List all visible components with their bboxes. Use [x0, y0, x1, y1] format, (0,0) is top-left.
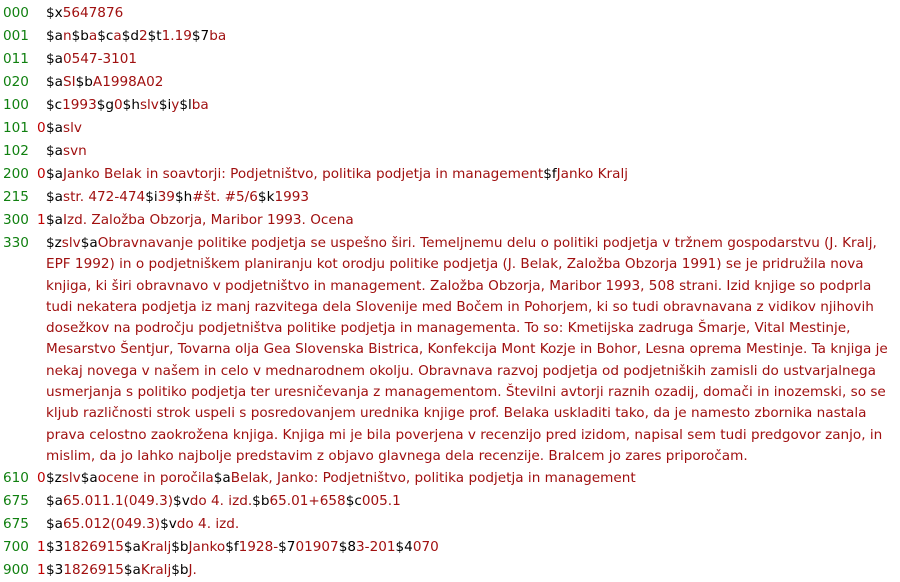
subfield-code: $a — [46, 189, 63, 205]
field-row-200 — [0, 163, 900, 186]
subfield-code: $4 — [395, 539, 413, 556]
field-content — [46, 467, 900, 490]
field-content — [46, 25, 900, 48]
field-indicator: 1 — [37, 539, 46, 556]
subfield-value: 65.012(049.3) — [62, 516, 161, 533]
field-row-215 — [0, 186, 900, 209]
subfield-code: $7 — [278, 539, 296, 556]
subfield-value: ba — [209, 28, 227, 44]
field-tag: 011 — [3, 51, 29, 67]
field-indicator: 0 — [37, 120, 46, 136]
subfield-value: 1928- — [238, 539, 279, 556]
field-tag: 675 — [3, 493, 29, 510]
subfield-code: $a — [123, 539, 141, 556]
subfield-code: $z — [46, 470, 62, 487]
subfield-code: $k — [257, 189, 275, 205]
subfield-code: $a — [213, 470, 231, 487]
subfield-code: $h — [122, 97, 140, 113]
subfield-code: $3 — [46, 562, 64, 579]
field-row-300 — [0, 209, 900, 232]
field-row-675 — [0, 513, 900, 536]
field-indicator: 1 — [37, 562, 46, 579]
subfield-code: $a — [46, 51, 63, 67]
field-row-102 — [0, 140, 900, 163]
field-row-100 — [0, 94, 900, 117]
field-indicator: 0 — [37, 470, 46, 487]
field-tag: 700 — [3, 539, 29, 556]
subfield-code: $h — [174, 189, 193, 205]
subfield-code: $b — [252, 493, 270, 510]
subfield-value: 1993 — [274, 189, 310, 205]
field-tag: 001 — [3, 28, 29, 44]
subfield-code: $b — [171, 562, 189, 579]
field-content — [46, 71, 900, 94]
field-content — [46, 186, 900, 209]
field-row-610 — [0, 467, 900, 490]
field-row-020 — [0, 71, 900, 94]
field-content — [46, 2, 900, 25]
subfield-code: $7 — [191, 28, 210, 44]
subfield-value: J. — [188, 562, 197, 579]
subfield-code: $d — [121, 28, 139, 44]
subfield-code: $v — [160, 516, 177, 533]
subfield-code: $3 — [46, 539, 64, 556]
subfield-value: 1993 — [62, 97, 97, 113]
field-tag: 900 — [3, 562, 29, 579]
subfield-code: $l — [179, 97, 192, 113]
subfield-code: $f — [543, 166, 557, 182]
subfield-value: slv — [61, 470, 81, 487]
field-tag: 215 — [3, 189, 29, 205]
field-row-700 — [0, 536, 900, 559]
subfield-code: $a — [46, 493, 63, 510]
subfield-value: Janko — [188, 539, 226, 556]
field-row-011 — [0, 48, 900, 71]
subfield-value: a — [113, 28, 122, 44]
subfield-value: do 4. izd. — [176, 516, 240, 533]
subfield-code: $a — [46, 212, 63, 228]
subfield-value: SI — [62, 74, 76, 90]
subfield-value: Janko Kralj — [556, 166, 629, 182]
subfield-value: 1826915 — [63, 539, 124, 556]
subfield-code: $a — [123, 562, 141, 579]
subfield-value: Kralj — [140, 539, 172, 556]
subfield-code: $v — [173, 493, 190, 510]
subfield-code: $a — [80, 235, 98, 251]
subfield-code: $a — [46, 74, 63, 90]
field-row-675 — [0, 490, 900, 513]
subfield-value: slv — [62, 120, 82, 136]
subfield-code: $t — [147, 28, 162, 44]
subfield-value: do 4. izd. — [189, 493, 253, 510]
subfield-value: 01907 — [295, 539, 339, 556]
subfield-value: ocene in poročila — [97, 470, 214, 487]
field-row-330 — [0, 232, 900, 467]
subfield-code: $a — [46, 166, 63, 182]
subfield-value: 2 — [138, 28, 148, 44]
subfield-value: 65.01+658 — [269, 493, 346, 510]
subfield-code: $c — [97, 28, 114, 44]
subfield-code: $i — [145, 189, 158, 205]
field-content — [46, 163, 900, 186]
field-content — [46, 140, 900, 163]
subfield-code: $c — [46, 97, 63, 113]
field-tag: 200 — [3, 166, 29, 182]
subfield-value: 39 — [157, 189, 175, 205]
field-content — [46, 117, 900, 140]
subfield-value: 1.19 — [161, 28, 192, 44]
subfield-value: Izd. Založba Obzorja, Maribor 1993. Ocena — [62, 212, 354, 228]
subfield-value: 070 — [412, 539, 439, 556]
subfield-code: $b — [75, 74, 93, 90]
subfield-value: Belak, Janko: Podjetništvo, politika podjetja in management — [230, 470, 636, 487]
subfield-value: #št. #5/6 — [192, 189, 258, 205]
subfield-code: $c — [345, 493, 362, 510]
subfield-value: a — [88, 28, 98, 44]
subfield-code: $b — [71, 28, 89, 44]
field-content — [46, 536, 900, 559]
field-indicator: 1 — [37, 212, 46, 228]
subfield-value: 65.011.1(049.3) — [62, 493, 174, 510]
field-row-000 — [0, 2, 900, 25]
field-row-101 — [0, 117, 900, 140]
subfield-value: str. 472-474 — [62, 189, 146, 205]
field-content — [46, 209, 900, 232]
subfield-value: Kralj — [140, 562, 172, 579]
subfield-value: A1998A02 — [92, 74, 164, 90]
field-content — [46, 94, 900, 117]
subfield-code: $f — [225, 539, 239, 556]
subfield-value: svn — [62, 143, 87, 159]
field-tag: 675 — [3, 516, 29, 533]
subfield-code: $a — [46, 143, 63, 159]
field-tag: 300 — [3, 212, 29, 228]
subfield-code: $8 — [338, 539, 357, 556]
subfield-code: $a — [46, 120, 63, 136]
subfield-value: 0547-3101 — [62, 51, 138, 67]
subfield-value: Obravnavanje politike podjetja se uspešno širi. Temeljnemu delu o politiki podjetja v tržnem gospodarstvu (J. Kralj, EPF 1992) in o podjetniškem planiranju kot orodju politike podjetja (J. Belak, Založba Obzorja 1991) se je pridružila nova knjiga, ki širi obravnavo v podjetništvo in management. Založba Obzorja, Maribor 1993, 508 strani. Izid knjige so podprla tudi nekatera podjetja iz manj razvitega dela Slovenije med Bočem in Pohorjem, ki so tudi obravnavana z vidikov njihovih dosežkov na področju podjetništva politike podjetja in managementa. To so: Kmetijska zadruga Šmarje, Vital Mestinje, Mesarstvo Šentjur, Tovarna olja Gea Slovenska Bistrica, Konfekcija Mont Kozje in Bohor, Lesna oprema Mestinje. Ta knjiga je nekaj novega v našem in celo v mednarodnem okolju. Obravnava razvoj podjetja od podjetniških zamisli do ustvarjalnega usmerjanja s politiko podjetja ter uresničevanja z managementom. Številni avtorji raznih ozadij, domači in inozemski, so se kljub različnosti strok uspeli s posredovanjem urednika knjige prof. Belaka uskladiti tako, da je namesto zbornika nastala prava celostno zaokrožena knjiga. Knjiga mi je bila poverjena v recenzijo pred izidom, napisal sem tudi predgovor zanjo, in mislim, da jo lahko najbolje predstavim z objavo glavnega dela recenzije. Bralcem jo zares priporočam. — [46, 235, 888, 464]
field-tag: 020 — [3, 74, 29, 90]
field-tag: 100 — [3, 97, 29, 113]
field-tag: 000 — [3, 5, 29, 21]
subfield-value: y — [171, 97, 180, 113]
subfield-code: $g — [96, 97, 115, 113]
subfield-value: 3-201 — [356, 539, 396, 556]
subfield-value: ba — [191, 97, 209, 113]
field-tag: 101 — [3, 120, 29, 136]
subfield-value: 1826915 — [63, 562, 124, 579]
subfield-code: $b — [171, 539, 189, 556]
subfield-value: n — [62, 28, 72, 44]
subfield-code: $a — [46, 28, 63, 44]
subfield-value: slv — [61, 235, 81, 251]
subfield-code: $z — [46, 235, 62, 251]
subfield-code: $i — [158, 97, 172, 113]
field-content — [46, 48, 900, 71]
field-content — [46, 513, 900, 536]
subfield-value: slv — [139, 97, 159, 113]
subfield-code: $a — [46, 516, 63, 533]
field-row-001 — [0, 25, 900, 48]
field-tag: 330 — [3, 235, 29, 251]
subfield-value: 5647876 — [62, 5, 124, 21]
subfield-code: $x — [46, 5, 63, 21]
field-indicator: 0 — [37, 166, 46, 182]
subfield-code: $a — [80, 470, 98, 487]
field-content — [46, 232, 900, 467]
field-tag: 102 — [3, 143, 29, 159]
field-tag: 610 — [3, 470, 29, 487]
subfield-value: 0 — [114, 97, 123, 113]
subfield-value: 005.1 — [361, 493, 401, 510]
field-content — [46, 490, 900, 513]
subfield-value: Janko Belak in soavtorji: Podjetništvo, politika podjetja in management — [62, 166, 544, 182]
